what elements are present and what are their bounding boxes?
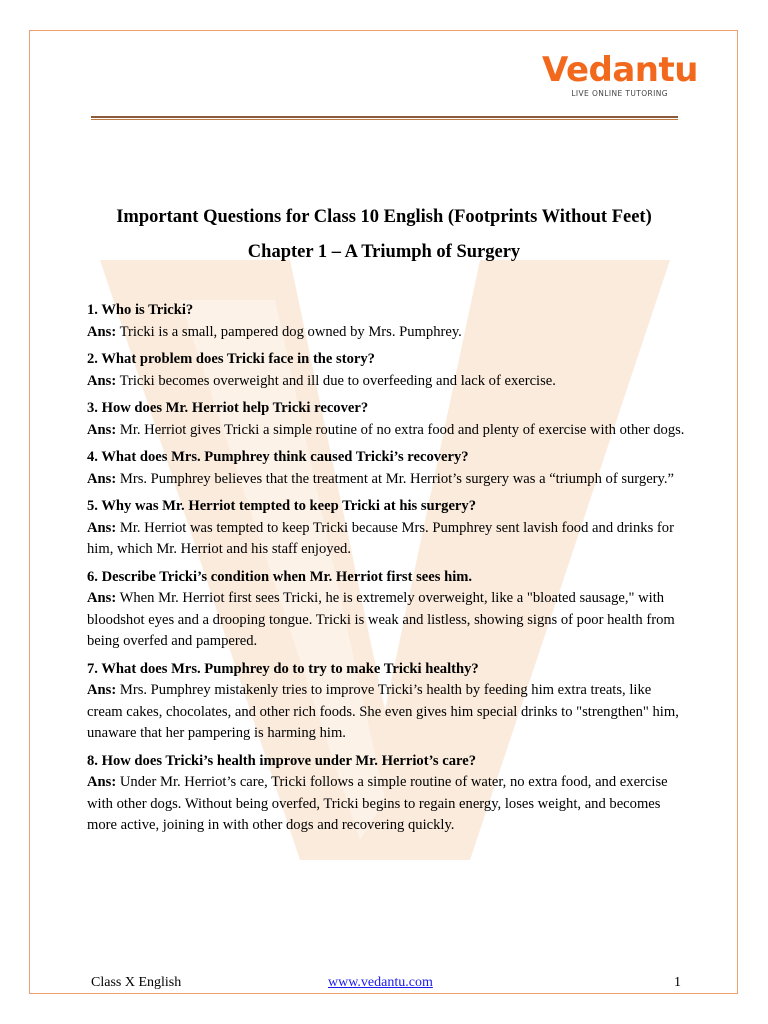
answer-label: Ans: [87,470,117,487]
chapter-title: Chapter 1 – A Triumph of Surgery [247,242,521,262]
qa-item [87,496,687,561]
question-text: 6. Describe Tricki’s condition when Mr. Herriot first sees him. [87,568,473,585]
answer-text [87,588,687,653]
qa-item [87,300,687,343]
qa-item [87,659,687,745]
answer-text [87,371,687,393]
question-text: 4. What does Mrs. Pumphrey think caused Tricki’s recovery? [87,449,469,465]
logo-wordmark: Vedantu [542,50,698,90]
question-text: 1. Who is Tricki? [87,302,194,318]
answer-body: Under Mr. Herriot’s care, Tricki follows a simple routine of water, no extra food, and exercise with other dogs. Without being overfed, Tricki begins to regain energy, loses weight, and becomes more active, joining in with other dogs and recovering quickly. [87,774,668,833]
footer-website-link[interactable]: www.vedantu.com [328,975,433,990]
answer-text [87,469,687,491]
answer-label: Ans: [87,323,117,340]
answer-label: Ans: [87,519,117,536]
answer-text [87,518,687,561]
answer-text [87,680,687,745]
page-number: 1 [674,975,681,990]
answer-body: Mr. Herriot was tempted to keep Tricki because Mrs. Pumphrey sent lavish food and drinks for him, which Mr. Herriot and his staff enjoyed. [87,519,674,557]
answer-body: Tricki is a small, pampered dog owned by Mrs. Pumphrey. [119,323,462,340]
answer-body: Mrs. Pumphrey believes that the treatment at Mr. Herriot’s surgery was a “triumph of surgery.” [119,470,675,487]
answer-text [87,420,687,442]
answer-text [87,322,687,344]
logo-tagline: LIVE ONLINE TUTORING [571,89,668,98]
answer-label: Ans: [87,421,117,438]
answer-text [87,772,687,837]
answer-label: Ans: [87,774,117,790]
answer-body: Mr. Herriot gives Tricki a simple routine of no extra food and plenty of exercise with other dogs. [119,421,685,438]
question-text: 7. What does Mrs. Pumphrey do to try to make Tricki healthy? [87,660,479,677]
document-title: Important Questions for Class 10 English (Footprints Without Feet) [116,207,652,227]
answer-body: Mrs. Pumphrey mistakenly tries to improve Tricki’s health by feeding him extra treats, like cream cakes, chocolates, and other rich foods. She even gives him special drinks to "strengthen" him, unaware that her pampering is harming him. [87,682,679,741]
answer-body: Tricki becomes overweight and ill due to overfeeding and lack of exercise. [119,372,556,389]
question-text: 3. How does Mr. Herriot help Tricki recover? [87,400,369,416]
answer-label: Ans: [87,372,117,389]
question-text: 2. What problem does Tricki face in the story? [87,351,375,367]
answer-body: When Mr. Herriot first sees Tricki, he is extremely overweight, like a "bloated sausage," with bloodshot eyes and a drooping tongue. Tricki is weak and listless, showing signs of poor health from being overfed and pampered. [87,590,675,649]
question-text: 8. How does Tricki’s health improve under Mr. Herriot’s care? [87,752,476,769]
qa-item [87,349,687,392]
qa-item [87,447,687,490]
qa-item [87,398,687,441]
vedantu-logo[interactable] [542,50,698,98]
question-text: 5. Why was Mr. Herriot tempted to keep Tricki at his surgery? [87,498,476,514]
qa-item [87,751,687,837]
footer-class-label: Class X English [91,975,182,990]
qa-item [87,567,687,653]
answer-label: Ans: [87,590,117,606]
question-list [87,300,687,843]
answer-label: Ans: [87,682,117,698]
header-divider [91,116,678,120]
